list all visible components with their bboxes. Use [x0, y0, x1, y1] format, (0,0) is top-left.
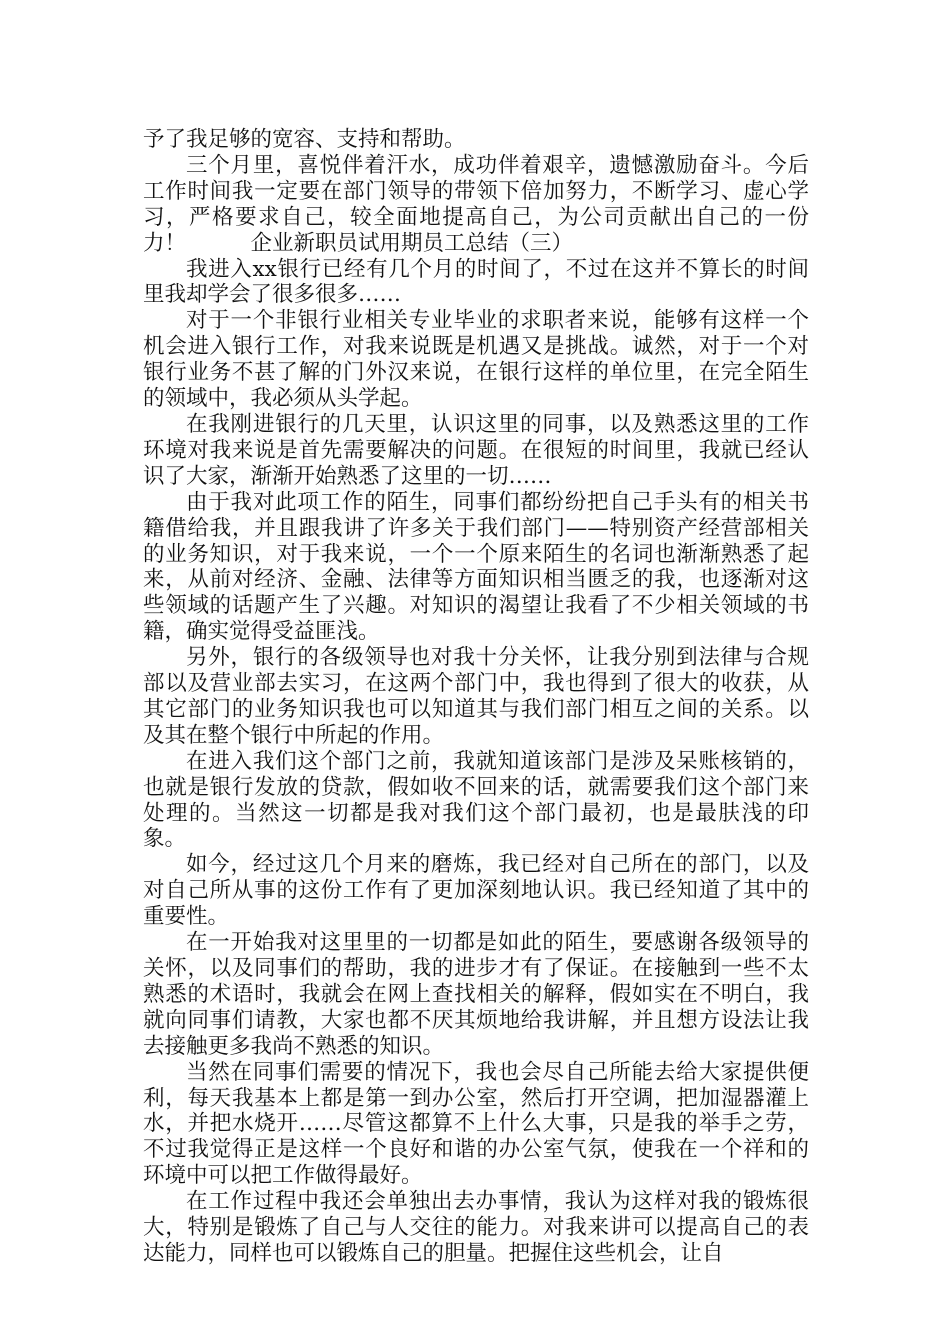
paragraph-continuation: 予了我足够的宽容、支持和帮助。: [143, 127, 466, 152]
paragraph-opportunity: 对于一个非银行业相关专业毕业的求职者来说，能够有这样一个机会进入银行工作，对我来说既是机遇又是挑战。诚然，对于一个对银行业务不甚了解的门外汉来说，在银行这样的单位里，在完全陌生的领域中，我必须从头学起。: [143, 308, 809, 412]
paragraph-intro: 我进入xx银行已经有几个月的时间了，不过在这并不算长的时间里我却学会了很多很多……: [143, 256, 809, 308]
paragraph-errands: 在工作过程中我还会单独出去办事情，我认为这样对我的锻炼很大，特别是锻炼了自己与人交往的能力。对我来讲可以提高自己的表达能力，同样也可以锻炼自己的胆量。把握住这些机会，让自: [143, 1189, 809, 1266]
paragraph-conclusion: 三个月里，喜悦伴着汗水，成功伴着艰辛，遗憾激励奋斗。今后工作时间我一定要在部门领导的带领下倍加努力，不断学习、虚心学习，严格要求自己，较全面地提高自己，为公司贡献出自己的一份力！ 企业新职员试用期员工总结（三）: [143, 152, 809, 256]
paragraph-department: 在进入我们这个部门之前，我就知道该部门是涉及呆账核销的，也就是银行发放的贷款，假如收不回来的话，就需要我们这个部门来处理的。当然这一切都是我对我们这个部门最初，也是最肤浅的印象。: [143, 748, 809, 852]
paragraph-now: 如今，经过这几个月来的磨炼，我已经对自己所在的部门，以及对自己所从事的这份工作有了更加深刻地认识。我已经知道了其中的重要性。: [143, 852, 809, 930]
paragraph-internship: 另外，银行的各级领导也对我十分关怀，让我分别到法律与合规部以及营业部去实习，在这两个部门中，我也得到了很大的收获，从其它部门的业务知识我也可以知道其与我们部门相互之间的关系。以及其在整个银行中所起的作用。: [143, 645, 809, 748]
paragraph-first-days: 在我刚进银行的几天里，认识这里的同事，以及熟悉这里的工作环境对我来说是首先需要解决的问题。在很短的时间里，我就已经认识了大家，渐渐开始熟悉了这里的一切……: [143, 411, 809, 489]
document-body: [143, 127, 809, 1267]
paragraph-helping: 当然在同事们需要的情况下，我也会尽自己所能去给大家提供便利，每天我基本上都是第一到办公室，然后打开空调，把加湿器灌上水，并把水烧开……尽管这都算不上什么大事，只是我的举手之劳，不过我觉得正是这样一个良好和谐的办公室气氛，使我在一个祥和的环境中可以把工作做得最好。: [143, 1059, 809, 1189]
paragraph-gratitude: 在一开始我对这里里的一切都是如此的陌生，要感谢各级领导的关怀，以及同事们的帮助，我的进步才有了保证。在接触到一些不太熟悉的术语时，我就会在网上查找相关的解释，假如实在不明白，我就向同事们请教，大家也都不厌其烦地给我讲解，并且想方设法让我去接触更多我尚不熟悉的知识。: [143, 930, 809, 1059]
paragraph-learning: 由于我对此项工作的陌生，同事们都纷纷把自己手头有的相关书籍借给我，并且跟我讲了许多关于我们部门——特别资产经营部相关的业务知识，对于我来说，一个一个原来陌生的名词也渐渐熟悉了起来，从前对经济、金融、法律等方面知识相当匮乏的我，也逐渐对这些领域的话题产生了兴趣。对知识的渴望让我看了不少相关领域的书籍，确实觉得受益匪浅。: [143, 489, 809, 645]
